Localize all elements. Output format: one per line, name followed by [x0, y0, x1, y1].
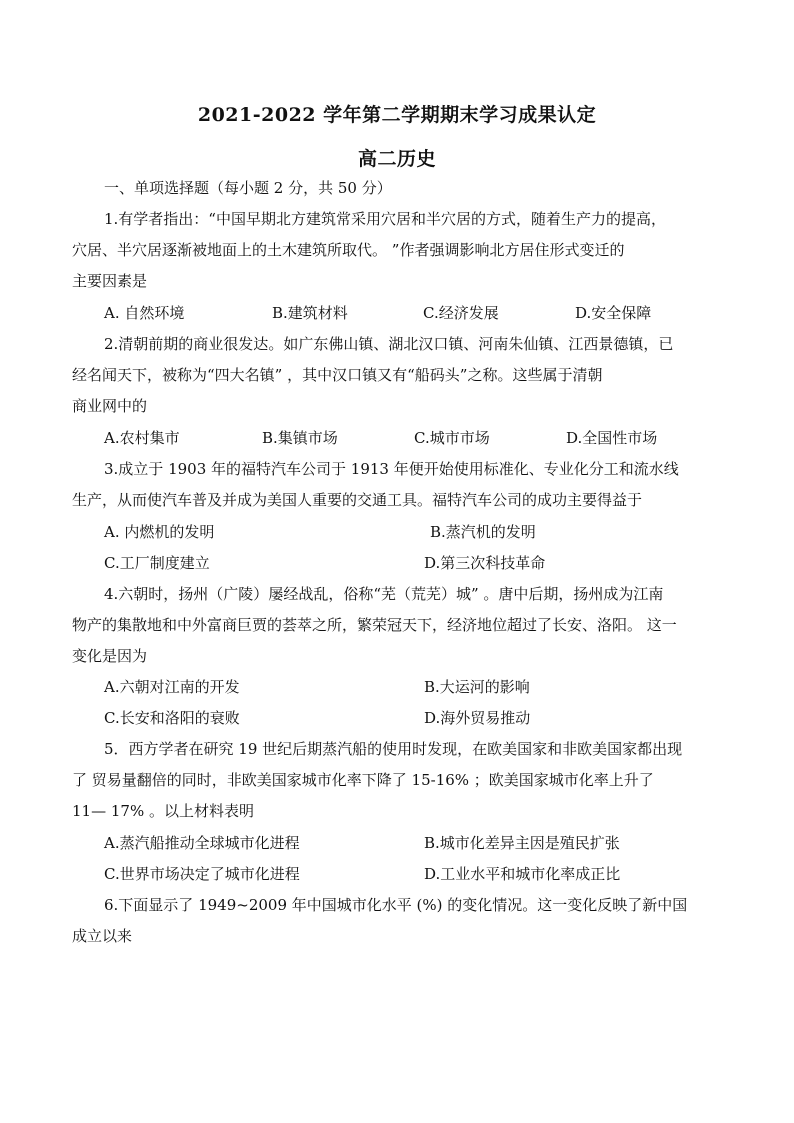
option-c: C.工厂制度建立	[104, 554, 210, 572]
option-c: C.世界市场决定了城市化进程	[104, 865, 300, 883]
question-text-line: 了 贸易量翻倍的同时，非欧美国家城市化率下降了 15-16% ；欧美国家城市化率上升了	[72, 771, 654, 789]
question-text-line: 成立以来	[72, 927, 133, 945]
option-b: B.建筑材料	[272, 304, 348, 322]
question-text-line: 2.清朝前期的商业很发达。如广东佛山镇、湖北汉口镇、河南朱仙镇、江西景德镇，已	[104, 335, 674, 353]
option-a: A. 自然环境	[104, 304, 185, 322]
question-text-line: 11— 17% 。以上材料表明	[72, 802, 254, 820]
exam-subject: 高二历史	[357, 148, 436, 170]
exam-title: 2021-2022 学年第二学期期末学习成果认定	[197, 104, 597, 126]
option-d: D.海外贸易推动	[424, 709, 531, 727]
option-a: A.农村集市	[104, 429, 180, 447]
option-a: A. 内燃机的发明	[104, 523, 215, 541]
option-d: D.工业水平和城市化率成正比	[424, 865, 621, 883]
option-a: A.蒸汽船推动全球城市化进程	[104, 834, 300, 852]
option-c: C.城市市场	[414, 429, 490, 447]
question-text-line: 经名闻天下，被称为“四大名镇” ，其中汉口镇又有“船码头”之称。这些属于清朝	[72, 366, 603, 384]
option-c: C.长安和洛阳的衰败	[104, 709, 240, 727]
question-text-line: 4.六朝时，扬州（广陵）屡经战乱，俗称“芜（荒芜）城” 。唐中后期，扬州成为江南	[104, 585, 664, 603]
question-text-line: 物产的集散地和中外富商巨贾的荟萃之所，繁荣冠天下，经济地位超过了长安、洛阳。 这一	[72, 616, 677, 634]
option-d: D.第三次科技革命	[424, 554, 546, 572]
section-heading: 一、单项选择题（每小题 2 分，共 50 分）	[104, 179, 392, 197]
question-text-line: 3.成立于 1903 年的福特汽车公司于 1913 年便开始使用标准化、专业化分工和流水线	[104, 460, 679, 478]
option-b: B.城市化差异主因是殖民扩张	[424, 834, 620, 852]
question-text-line: 变化是因为	[72, 647, 148, 665]
option-b: B.大运河的影响	[424, 678, 530, 696]
option-a: A.六朝对江南的开发	[104, 678, 240, 696]
question-text-line: 生产，从而使汽车普及并成为美国人重要的交通工具。福特汽车公司的成功主要得益于	[72, 491, 643, 509]
option-b: B.集镇市场	[262, 429, 338, 447]
question-text-line: 主要因素是	[72, 272, 148, 290]
option-b: B.蒸汽机的发明	[430, 523, 536, 541]
question-text-line: 5．西方学者在研究 19 世纪后期蒸汽船的使用时发现，在欧美国家和非欧美国家都出现	[104, 740, 683, 758]
option-c: C.经济发展	[423, 304, 499, 322]
question-text-line: 6.下面显示了 1949~2009 年中国城市化水平 (%) 的变化情况。这一变化反映了新中国	[104, 896, 688, 914]
option-d: D.安全保障	[575, 304, 652, 322]
question-text-line: 1.有学者指出：“中国早期北方建筑常采用穴居和半穴居的方式，随着生产力的提高，	[104, 210, 666, 228]
option-d: D.全国性市场	[566, 429, 658, 447]
question-text-line: 穴居、半穴居逐渐被地面上的土木建筑所取代。 ”作者强调影响北方居住形式变迁的	[72, 241, 625, 259]
question-text-line: 商业网中的	[72, 397, 148, 415]
